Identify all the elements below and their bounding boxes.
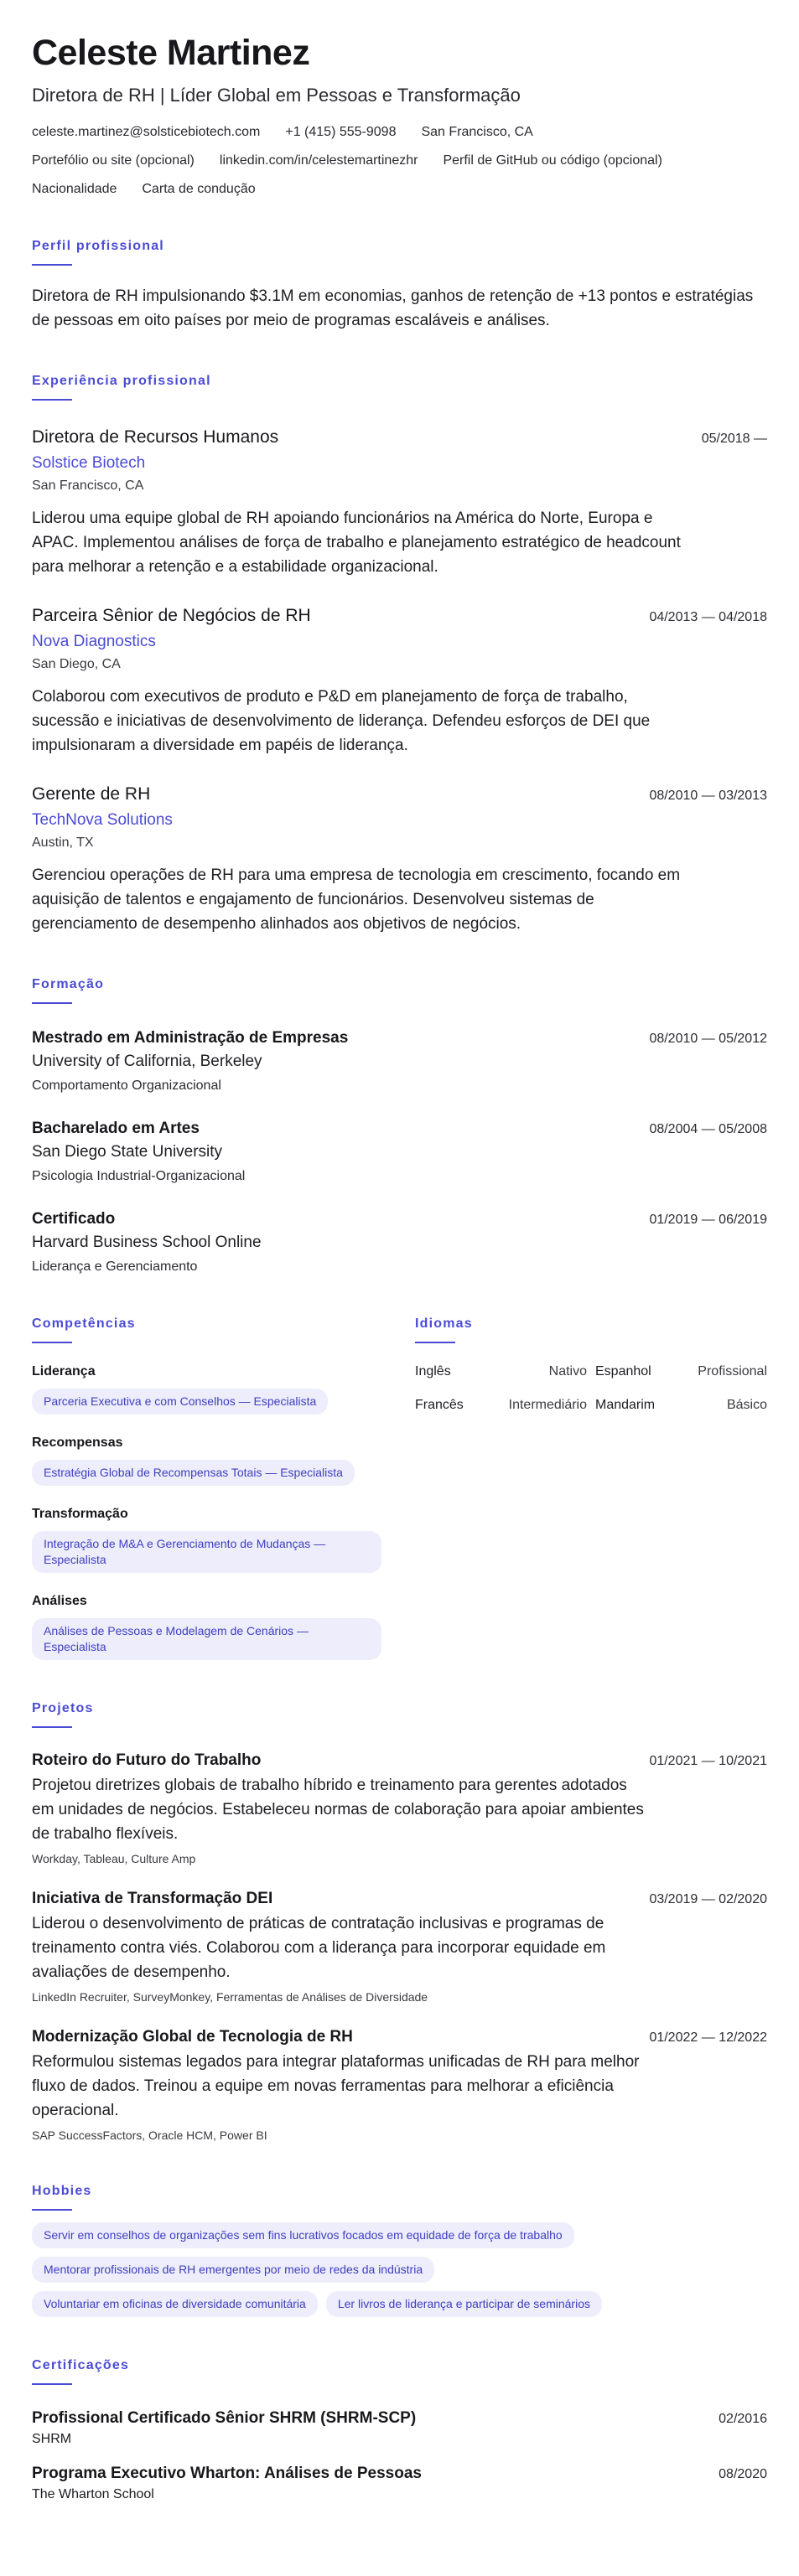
education-entry xyxy=(32,1027,767,1094)
hobby-chip: Servir em conselhos de organizações sem fins lucrativos focados em equidade de força de trabalho xyxy=(32,2222,574,2248)
contact-github[interactable]: Perfil de GitHub ou código (opcional) xyxy=(443,153,662,168)
school-name: University of California, Berkeley xyxy=(32,1053,262,1070)
education-dates: 08/2004 — 05/2008 xyxy=(649,1122,767,1136)
skill-group xyxy=(32,1435,381,1486)
section-title: Experiência profissional xyxy=(32,374,211,388)
projects-section xyxy=(32,1700,767,2143)
section-title: Formação xyxy=(32,977,105,991)
languages-section xyxy=(415,1316,767,1660)
contact-location: San Francisco, CA xyxy=(421,125,533,139)
section-divider xyxy=(32,2209,72,2211)
hobby-chip: Ler livros de liderança e participar de seminários xyxy=(326,2291,602,2317)
degree-title: Certificado xyxy=(32,1210,116,1228)
job-location: San Diego, CA xyxy=(32,657,121,671)
company-name: Solstice Biotech xyxy=(32,454,146,472)
job-description: Liderou uma equipe global de RH apoiando funcionários na América do Norte, Europa e APAC. Implementou análises de força de trabalho e planejamento estratégico de headcount para melhorar a retenção e a estabilidade organizacional. xyxy=(32,510,681,576)
section-divider xyxy=(32,1002,72,1004)
school-name: San Diego State University xyxy=(32,1143,223,1161)
experience-entry xyxy=(32,426,767,579)
certification-entry xyxy=(32,2464,767,2502)
certification-title: Profissional Certificado Sênior SHRM (SHRM-SCP) xyxy=(32,2409,417,2427)
project-tools: Workday, Tableau, Culture Amp xyxy=(32,1852,196,1865)
section-divider xyxy=(32,2383,72,2385)
section-title: Certificações xyxy=(32,2358,130,2372)
certification-date: 08/2020 xyxy=(719,2467,767,2481)
education-entry xyxy=(32,1118,767,1185)
project-tools: LinkedIn Recruiter, SurveyMonkey, Ferramentas de Análises de Diversidade xyxy=(32,1990,428,2004)
hobby-chip: Voluntariar em oficinas de diversidade comunitária xyxy=(32,2291,318,2317)
language-name: Espanhol xyxy=(595,1364,651,1379)
contact-row-primary xyxy=(32,124,767,141)
certification-date: 02/2016 xyxy=(719,2412,767,2426)
hobby-chip: Mentorar profissionais de RH emergentes por meio de redes da indústria xyxy=(32,2257,434,2283)
education-entry xyxy=(32,1208,767,1275)
job-title: Gerente de RH xyxy=(32,784,151,804)
section-title: Competências xyxy=(32,1316,136,1331)
section-title: Idiomas xyxy=(415,1316,473,1331)
project-description: Projetou diretrizes globais de trabalho híbrido e treinamento para gerentes adotados em unidades de negócios. Estabeleceu normas de colaboração para apoiar ambientes de trabalho flexíveis. xyxy=(32,1777,644,1843)
language-grid xyxy=(415,1363,767,1414)
certifications-section xyxy=(32,2357,767,2502)
hobby-list xyxy=(32,2222,767,2317)
language-item xyxy=(595,1363,767,1380)
project-description: Liderou o desenvolvimento de práticas de contratação inclusivas e programas de treinamento contra viés. Colaborou com a liderança para incorporar equidade em avaliações de desempenho. xyxy=(32,1915,606,1981)
education-dates: 01/2019 — 06/2019 xyxy=(649,1213,767,1227)
contact-phone[interactable]: +1 (415) 555-9098 xyxy=(285,125,397,139)
section-title: Hobbies xyxy=(32,2184,92,2198)
skill-chip: Análises de Pessoas e Modelagem de Cenários — Especialista xyxy=(32,1618,381,1660)
skill-category: Transformação xyxy=(32,1507,128,1521)
language-name: Francês xyxy=(415,1398,464,1412)
skill-category: Análises xyxy=(32,1594,87,1608)
degree-title: Mestrado em Administração de Empresas xyxy=(32,1029,349,1047)
study-field: Comportamento Organizacional xyxy=(32,1079,221,1093)
language-item xyxy=(595,1397,767,1414)
job-description: Gerenciou operações de RH para uma empresa de tecnologia em crescimento, focando em aquisição de talentos e engajamento de funcionários. Desenvolveu sistemas de gerenciamento de desempenho alinhados aos objetivos de negócios. xyxy=(32,866,681,933)
project-entry xyxy=(32,2026,767,2143)
language-level: Intermediário xyxy=(508,1398,587,1412)
experience-entry xyxy=(32,783,767,936)
language-level: Nativo xyxy=(548,1364,587,1379)
job-dates: 04/2013 — 04/2018 xyxy=(649,610,767,624)
summary-section xyxy=(32,238,767,333)
project-entry xyxy=(32,1888,767,2004)
project-dates: 01/2021 — 10/2021 xyxy=(649,1754,767,1768)
project-title: Roteiro do Futuro do Trabalho xyxy=(32,1751,262,1769)
skill-group xyxy=(32,1506,381,1573)
section-title: Projetos xyxy=(32,1701,94,1715)
project-tools: SAP SuccessFactors, Oracle HCM, Power BI xyxy=(32,2129,267,2142)
project-dates: 03/2019 — 02/2020 xyxy=(649,1892,767,1906)
job-description: Colaborou com executivos de produto e P&D em planejamento de força de trabalho, sucessão e iniciativas de desenvolvimento de liderança. Defendeu esforços de DEI que impulsionaram a diversidade em papéis de liderança. xyxy=(32,688,651,754)
contact-email[interactable]: celeste.martinez@solsticebiotech.com xyxy=(32,125,261,139)
job-location: Austin, TX xyxy=(32,835,94,850)
company-name: Nova Diagnostics xyxy=(32,633,156,650)
job-dates: 05/2018 — xyxy=(701,432,767,446)
section-divider xyxy=(32,399,72,401)
project-title: Iniciativa de Transformação DEI xyxy=(32,1890,273,1907)
skill-chip: Estratégia Global de Recompensas Totais — Especialista xyxy=(32,1460,355,1486)
skill-category: Recompensas xyxy=(32,1435,123,1450)
contact-portfolio[interactable]: Portefólio ou site (opcional) xyxy=(32,153,195,168)
candidate-headline: Diretora de RH | Líder Global em Pessoas e Transformação xyxy=(32,85,521,106)
experience-section xyxy=(32,373,767,936)
candidate-name: Celeste Martinez xyxy=(32,33,310,73)
skill-chip: Integração de M&A e Gerenciamento de Mudanças — Especialista xyxy=(32,1531,381,1573)
language-item xyxy=(415,1397,587,1414)
experience-entry xyxy=(32,604,767,758)
school-name: Harvard Business School Online xyxy=(32,1234,262,1251)
job-dates: 08/2010 — 03/2013 xyxy=(649,789,767,803)
language-name: Mandarim xyxy=(595,1398,656,1412)
job-title: Parceira Sênior de Negócios de RH xyxy=(32,606,311,625)
project-description: Reformulou sistemas legados para integrar plataformas unificadas de RH para melhor fluxo de dados. Treinou a equipe em novas ferramentas para melhorar a eficiência operacional. xyxy=(32,2053,640,2119)
skills-section xyxy=(32,1316,381,1660)
contact-driving-license: Carta de condução xyxy=(142,182,256,196)
job-location: San Francisco, CA xyxy=(32,478,144,493)
certification-entry xyxy=(32,2408,767,2447)
degree-title: Bacharelado em Artes xyxy=(32,1120,200,1137)
skill-chip: Parceria Executiva e com Conselhos — Especialista xyxy=(32,1389,328,1415)
language-level: Básico xyxy=(726,1398,767,1412)
contact-row-extra xyxy=(32,181,767,198)
study-field: Psicologia Industrial-Organizacional xyxy=(32,1169,246,1183)
certification-issuer: The Wharton School xyxy=(32,2487,154,2501)
company-name: TechNova Solutions xyxy=(32,811,173,829)
section-divider xyxy=(415,1342,455,1343)
section-title: Perfil profissional xyxy=(32,239,164,253)
skills-languages-row xyxy=(32,1316,767,1660)
project-entry xyxy=(32,1750,767,1866)
project-dates: 01/2022 — 12/2022 xyxy=(649,2030,767,2045)
skill-category: Liderança xyxy=(32,1364,96,1379)
section-divider xyxy=(32,1726,72,1728)
certification-issuer: SHRM xyxy=(32,2432,72,2446)
education-section xyxy=(32,976,767,1275)
section-divider xyxy=(32,264,72,266)
study-field: Liderança e Gerenciamento xyxy=(32,1260,198,1274)
language-level: Profissional xyxy=(698,1364,767,1379)
contact-linkedin[interactable]: linkedin.com/in/celestemartinezhr xyxy=(219,153,418,168)
contact-nationality: Nacionalidade xyxy=(32,182,117,196)
summary-text: Diretora de RH impulsionando $3.1M em economias, ganhos de retenção de +13 pontos e estratégias de pessoas em oito países por meio de programas escaláveis e análises. xyxy=(32,287,754,329)
skill-group xyxy=(32,1363,381,1415)
education-dates: 08/2010 — 05/2012 xyxy=(649,1032,767,1046)
skill-group xyxy=(32,1593,381,1660)
job-title: Diretora de Recursos Humanos xyxy=(32,427,279,447)
contact-row-links xyxy=(32,153,767,169)
section-divider xyxy=(32,1342,72,1343)
language-name: Inglês xyxy=(415,1364,451,1379)
project-title: Modernização Global de Tecnologia de RH xyxy=(32,2028,353,2046)
language-item xyxy=(415,1363,587,1380)
hobbies-section xyxy=(32,2183,767,2317)
resume-header xyxy=(32,32,767,198)
certification-title: Programa Executivo Wharton: Análises de Pessoas xyxy=(32,2465,422,2482)
